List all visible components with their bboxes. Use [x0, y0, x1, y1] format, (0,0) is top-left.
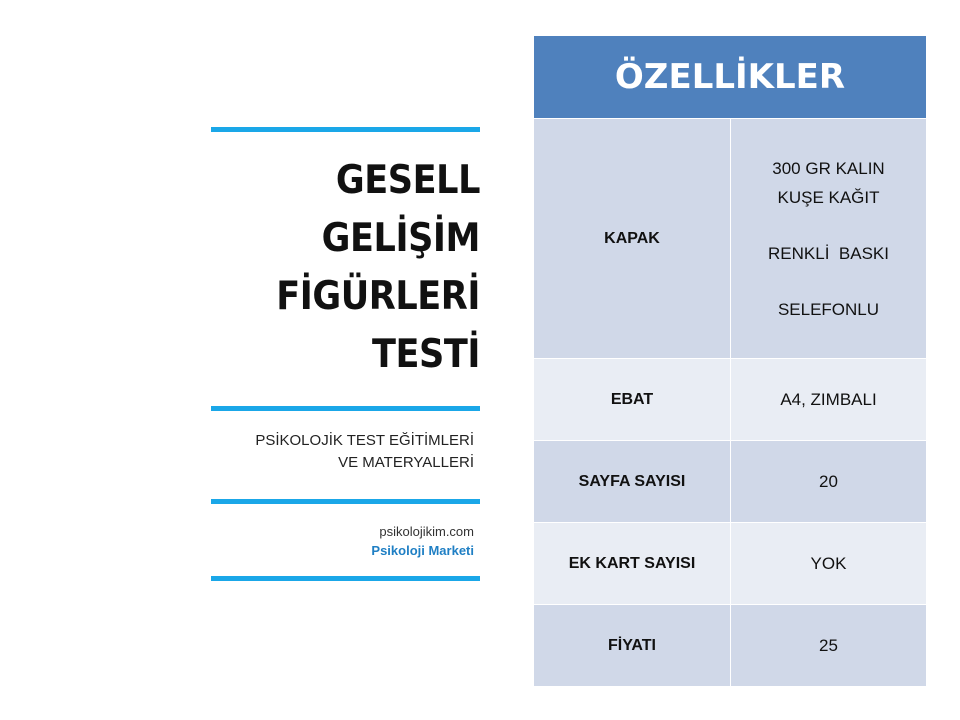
- bottom-divider: [211, 576, 480, 581]
- table-row: [534, 605, 927, 687]
- row-value-sayfa-sayisi: 20: [731, 441, 927, 523]
- kapak-value-line-3: RENKLİ BASKI: [768, 243, 889, 263]
- row-value-ek-kart-sayisi: YOK: [731, 523, 927, 605]
- title-line-3: FİGÜRLERİ: [276, 274, 480, 319]
- title-line-4: TESTİ: [372, 332, 480, 377]
- site-link[interactable]: psikolojikim.com: [379, 524, 474, 539]
- brand-block: [211, 522, 474, 560]
- row-value-kapak: [731, 119, 927, 359]
- row-label-fiyati: FİYATI: [534, 605, 731, 687]
- table-row: [534, 359, 927, 441]
- subtitle-line-2: VE MATERYALLERİ: [338, 454, 474, 471]
- subtitle: [211, 430, 474, 474]
- table-row: [534, 119, 927, 359]
- features-header: ÖZELLİKLER: [534, 36, 927, 119]
- product-title: [238, 152, 480, 384]
- table-row: [534, 523, 927, 605]
- top-divider: [211, 127, 480, 132]
- table-row: [534, 441, 927, 523]
- title-line-2: GELİŞİM: [321, 216, 480, 261]
- subtitle-line-1: PSİKOLOJİK TEST EĞİTİMLERİ: [255, 432, 474, 449]
- lower-divider: [211, 499, 480, 504]
- middle-divider: [211, 406, 480, 411]
- row-value-ebat: A4, ZIMBALI: [731, 359, 927, 441]
- row-label-kapak: KAPAK: [534, 119, 731, 359]
- row-value-fiyati: 25: [731, 605, 927, 687]
- kapak-value-line-4: SELEFONLU: [777, 299, 880, 319]
- kapak-value-line-2: KUŞE KAĞIT: [777, 187, 880, 207]
- market-name: Psikoloji Marketi: [371, 543, 474, 558]
- kapak-value-line-1: 300 GR KALIN: [772, 158, 885, 178]
- row-label-ek-kart-sayisi: EK KART SAYISI: [534, 523, 731, 605]
- title-line-1: GESELL: [335, 158, 480, 203]
- features-table: [533, 35, 927, 687]
- row-label-sayfa-sayisi: SAYFA SAYISI: [534, 441, 731, 523]
- row-label-ebat: EBAT: [534, 359, 731, 441]
